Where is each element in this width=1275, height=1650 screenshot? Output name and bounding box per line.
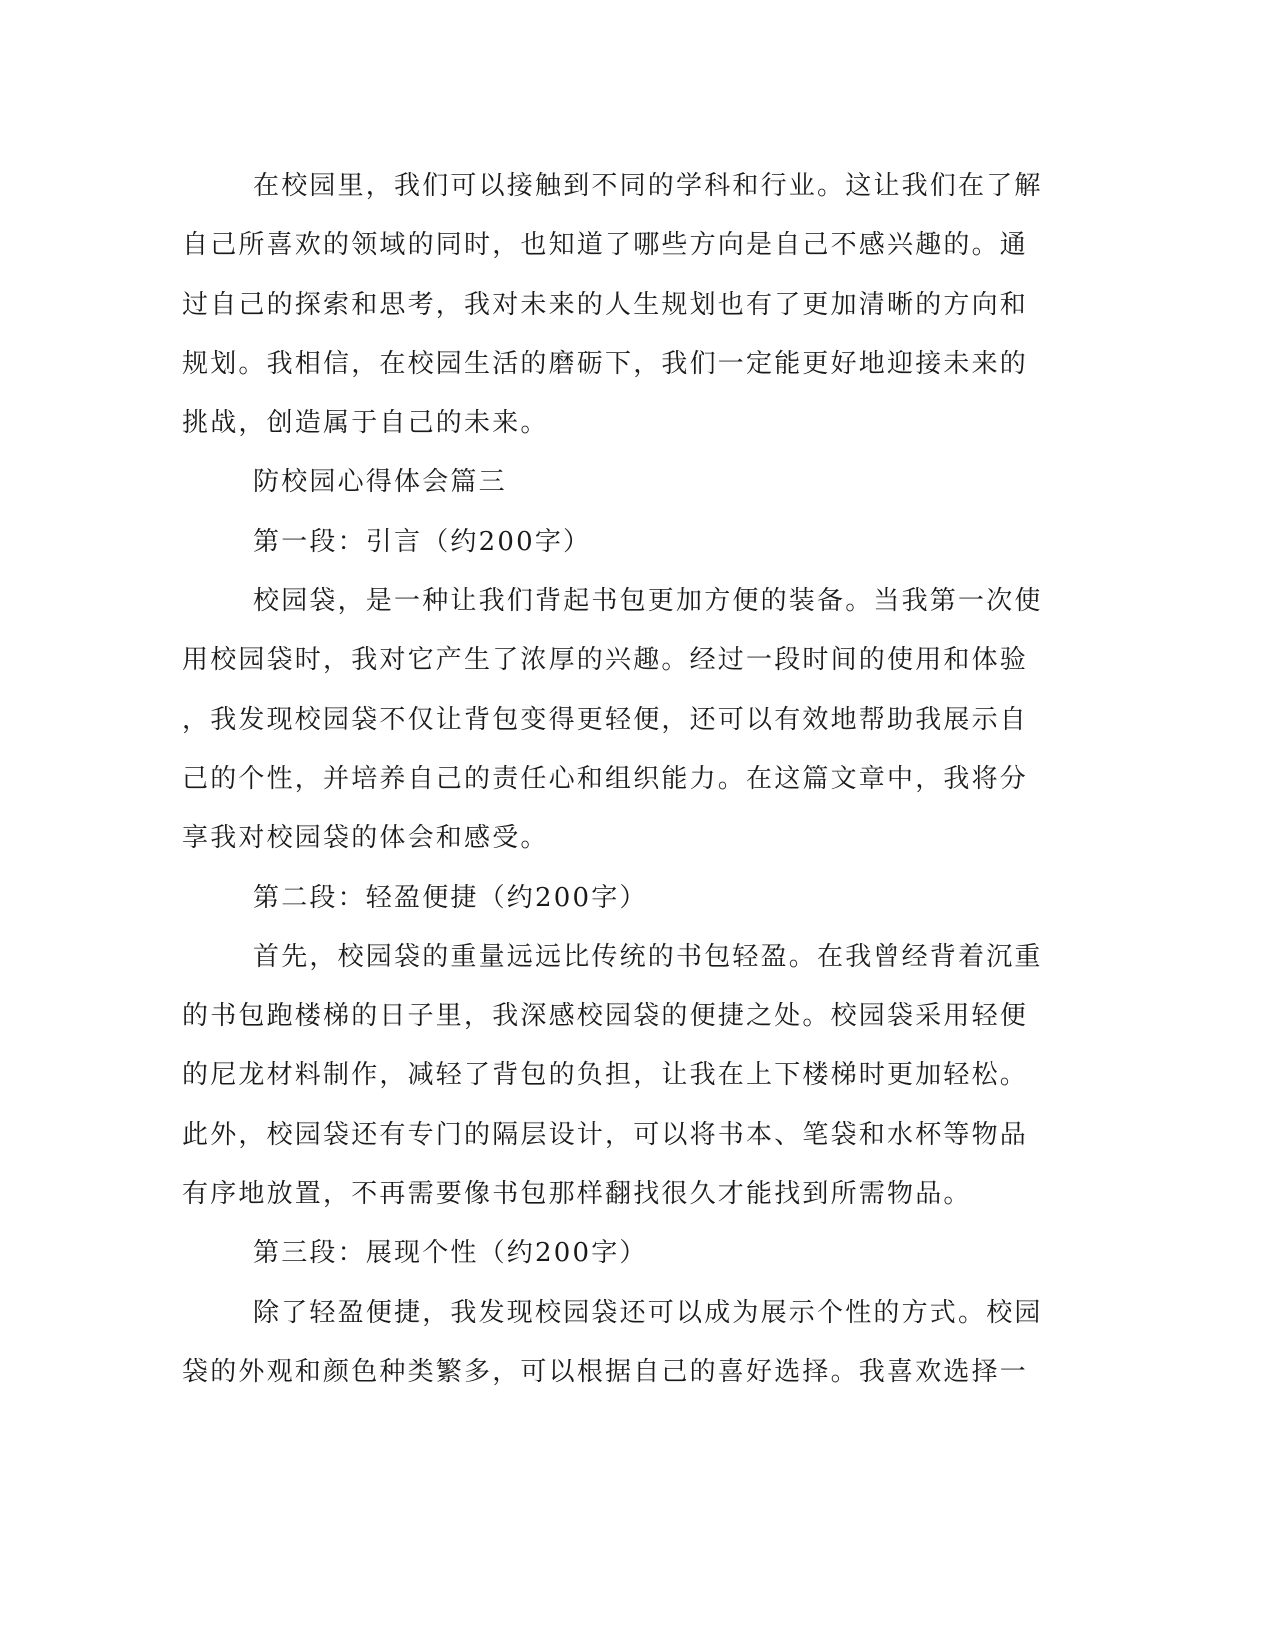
section-heading: 防校园心得体会篇三 bbox=[253, 467, 507, 498]
document-body bbox=[182, 157, 1043, 1402]
paragraph-heading: 第二段：轻盈便捷（约200字） bbox=[253, 882, 648, 913]
text-line: 用校园袋时，我对它产生了浓厚的兴趣。经过一段时间的使用和体验 bbox=[182, 645, 1029, 676]
text-line: 在校园里，我们可以接触到不同的学科和行业。这让我们在了解 bbox=[253, 171, 1043, 201]
text-line: 袋的外观和颜色种类繁多，可以根据自己的喜好选择。我喜欢选择一 bbox=[182, 1356, 1029, 1387]
text-line: 首先，校园袋的重量远远比传统的书包轻盈。在我曾经背着沉重 bbox=[253, 941, 1043, 972]
text-line: 享我对校园袋的体会和感受。 bbox=[182, 823, 549, 854]
text-line: 挑战，创造属于自己的未来。 bbox=[182, 408, 549, 439]
text-line: 己的个性，并培养自己的责任心和组织能力。在这篇文章中，我将分 bbox=[182, 763, 1029, 794]
text-line: 的书包跑楼梯的日子里，我深感校园袋的便捷之处。校园袋采用轻便 bbox=[182, 1001, 1029, 1032]
text-line: ，我发现校园袋不仅让背包变得更轻便，还可以有效地帮助我展示自 bbox=[182, 704, 1029, 735]
paragraph-heading: 第一段：引言（约200字） bbox=[253, 526, 592, 557]
text-line: 除了轻盈便捷，我发现校园袋还可以成为展示个性的方式。校园 bbox=[253, 1297, 1043, 1328]
text-line: 有序地放置，不再需要像书包那样翻找很久才能找到所需物品。 bbox=[182, 1179, 972, 1210]
text-line: 的尼龙材料制作，减轻了背包的负担，让我在上下楼梯时更加轻松。 bbox=[182, 1060, 1029, 1091]
text-line: 此外，校园袋还有专门的隔层设计，可以将书本、笔袋和水杯等物品 bbox=[182, 1119, 1029, 1150]
text-line: 过自己的探索和思考，我对未来的人生规划也有了更加清晰的方向和 bbox=[182, 289, 1029, 320]
text-line: 校园袋，是一种让我们背起书包更加方便的装备。当我第一次使 bbox=[253, 586, 1043, 617]
text-line: 自己所喜欢的领域的同时，也知道了哪些方向是自己不感兴趣的。通 bbox=[182, 230, 1029, 261]
paragraph-heading: 第三段：展现个性（约200字） bbox=[253, 1238, 648, 1269]
text-line: 规划。我相信，在校园生活的磨砺下，我们一定能更好地迎接未来的 bbox=[182, 348, 1029, 379]
